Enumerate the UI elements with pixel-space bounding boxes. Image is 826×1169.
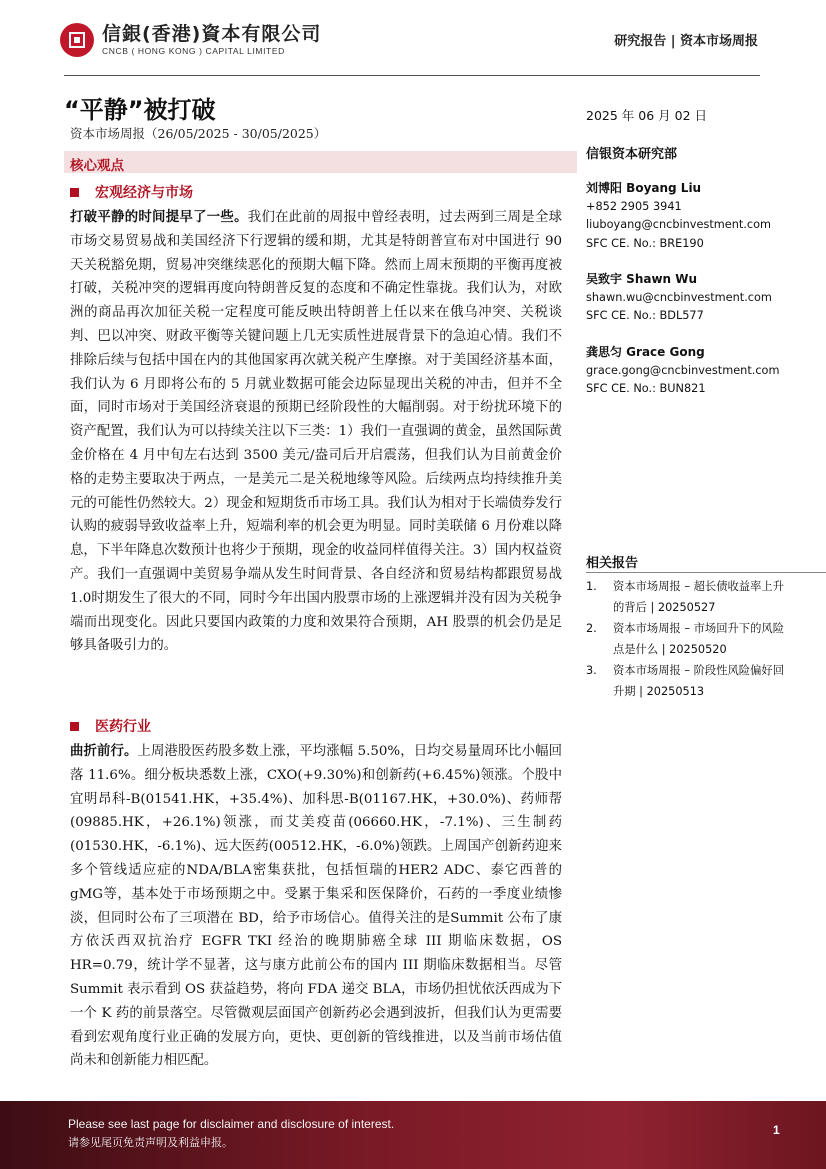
analyst-email[interactable]: liuboyang@cncbinvestment.com <box>586 218 772 231</box>
related-report-num: 1. <box>586 580 597 593</box>
analyst-sfc: SFC CE. No.: BRE190 <box>586 236 704 250</box>
section-body-macro <box>70 206 562 658</box>
analyst-phone: +852 2905 3941 <box>586 199 682 213</box>
report-date: 2025 年 06 月 02 日 <box>586 108 707 123</box>
footer-disclaimer-en: Please see last page for disclaimer and disclosure of interest. <box>68 1117 395 1131</box>
section-heading-text: 医药行业 <box>95 719 151 735</box>
analyst-sfc: SFC CE. No.: BDL577 <box>586 309 704 322</box>
core-view-bar <box>64 151 577 173</box>
square-bullet-icon <box>70 188 79 197</box>
related-divider <box>586 572 826 573</box>
analyst-email[interactable]: grace.gong@cncbinvestment.com <box>586 363 780 377</box>
analyst-email[interactable]: shawn.wu@cncbinvestment.com <box>586 290 772 304</box>
related-report-num: 3. <box>586 664 597 677</box>
analyst-card <box>586 179 772 253</box>
core-view-title: 核心观点 <box>70 158 124 174</box>
company-logo <box>60 18 350 62</box>
logo-name-en: CNCB ( HONG KONG ) CAPITAL LIMITED <box>102 46 285 56</box>
related-reports-list <box>586 576 794 702</box>
report-type: 研究报告 | 资本市场周报 <box>614 34 758 49</box>
header-divider <box>64 75 760 76</box>
page-subtitle: 资本市场周报（26/05/2025 - 30/05/2025） <box>70 126 327 141</box>
analyst-name: 龚思匀 Grace Gong <box>586 345 705 359</box>
section-lead: 打破平静的时间提早了一些。 <box>70 210 248 225</box>
related-report-text: 资本市场周报 – 市场回升下的风险点是什么 | 20250520 <box>613 622 784 656</box>
related-report-text: 资本市场周报 – 超长债收益率上升的背后 | 20250527 <box>613 580 784 614</box>
section-heading-text: 宏观经济与市场 <box>95 185 193 201</box>
related-report-item[interactable] <box>586 576 794 618</box>
footer-disclaimer-cn: 请参见尾页免责声明及利益申报。 <box>68 1136 233 1149</box>
section-body-pharma <box>70 740 562 1073</box>
page-number: 1 <box>773 1123 780 1137</box>
analyst-card <box>586 270 772 326</box>
section-lead: 曲折前行。 <box>70 744 138 759</box>
related-report-num: 2. <box>586 622 597 635</box>
logo-mark-icon <box>60 23 94 57</box>
square-bullet-icon <box>70 722 79 731</box>
related-reports-heading: 相关报告 <box>586 556 639 571</box>
section-text: 上周港股医药股多数上涨，平均涨幅 5.50%，日均交易量周环比小幅回落 11.6%。细分板块悉数上涨，CXO(+9.30%)和创新药(+6.45%)领涨。个股中宜明昂科-B(01541.HK，+35.4%)、加科思-B(01167.HK，+30.0%)、药师帮(09885.HK，+26.1%)领涨，而艾美疫苗(06660.HK，-7.1%)、三生制药(01530.HK，-6.1%)、远大医药(00512.HK，-6.0%)领跌。上周国产创新药迎来多个管线适应症的NDA/BLA密集获批，包括恒瑞的HER2 ADC、泰它西普的gMG等，基本处于市场预期之中。受累于集采和医保降价，石药的一季度业绩惨淡，但同时公布了三项潜在 BD，给予市场信心。值得关注的是Summit 公布了康方依沃西双抗治疗 EGFR TKI 经治的晚期肺癌全球 III 期临床数据，OS HR=0.79，统计学不显著，这与康方此前公布的国内 III 期临床数据相当。尽管 Summit 表示看到 OS 获益趋势，将向 FDA 递交 BLA，市场仍担忧依沃西成为下一个 K 药的前景落空。尽管微观层面国产创新药必会遇到波折，但我们认为更需要看到宏观角度行业正确的发展方向，更快、更创新的管线推进，以及当前市场估值尚未和创新能力相匹配。 <box>70 744 563 1069</box>
page-title: “平静”被打破 <box>64 96 216 124</box>
section-heading-macro <box>70 182 193 202</box>
related-report-item[interactable] <box>586 660 794 702</box>
analyst-card <box>586 343 780 399</box>
related-report-item[interactable] <box>586 618 794 660</box>
analyst-sfc: SFC CE. No.: BUN821 <box>586 382 706 395</box>
logo-name-cn: 信銀(香港)資本有限公司 <box>102 23 322 45</box>
department: 信银资本研究部 <box>586 147 678 162</box>
section-heading-pharma <box>70 716 151 736</box>
section-text: 我们在此前的周报中曾经表明，过去两到三周是全球市场交易贸易战和美国经济下行逻辑的缓和期，尤其是特朗普宣布对中国进行 90 天关税豁免期，贸易冲突继续恶化的预期大幅下降。然而上周末预期的平衡再度被打破，关税冲突的逻辑再度向特朗普反复的态度和不确定性靠拢。我们认为，对欧洲的商品再次加征关税一定程度可能反映出特朗普上任以来在俄乌冲突、关税谈判、巴以冲突、财政平衡等关键问题上几无实质性进展背景下的急迫心情。我们不排除后续与包括中国在内的其他国家再次就关税产生摩擦。对于美国经济基本面，我们认为 6 月即将公布的 5 月就业数据可能会边际显现出关税的冲击，但并不全面，同时市场对于美国经济衰退的预期已经阶段性的大幅削弱。对于纷扰环境下的资产配置，我们认为可以持续关注以下三类：1）我们一直强调的黄金，虽然国际黄金价格在 4 月中旬左右达到 3500 美元/盎司后开启震荡，但我们认为目前黄金价格的走势主要取决于两点，一是美元二是关税地缘等风险。后续两点均持续推升美元的可能性仍然较大。2）现金和短期货币市场工具。我们认为相对于长端债券发行认购的疲弱导致收益率上升，短端利率的机会更为明显。同时美联储 6 月份难以降息，下半年降息次数预计也将少于预期，现金的收益同样值得关注。3）国内权益资产。我们一直强调中美贸易争端从发生时间背景、各自经济和贸易结构都跟贸易战1.0时期发生了很大的不同，同时今年出国内股票市场的上涨逻辑并没有因为关税争端而出现变化。因此只要国内政策的力度和效果符合预期，AH 股票的机会仍是足够具备吸引力的。 <box>70 210 563 654</box>
analyst-name: 吴致宇 Shawn Wu <box>586 272 698 286</box>
analyst-name: 刘博阳 Boyang Liu <box>586 181 702 195</box>
related-report-text: 资本市场周报 – 阶段性风险偏好回升期 | 20250513 <box>613 664 784 698</box>
